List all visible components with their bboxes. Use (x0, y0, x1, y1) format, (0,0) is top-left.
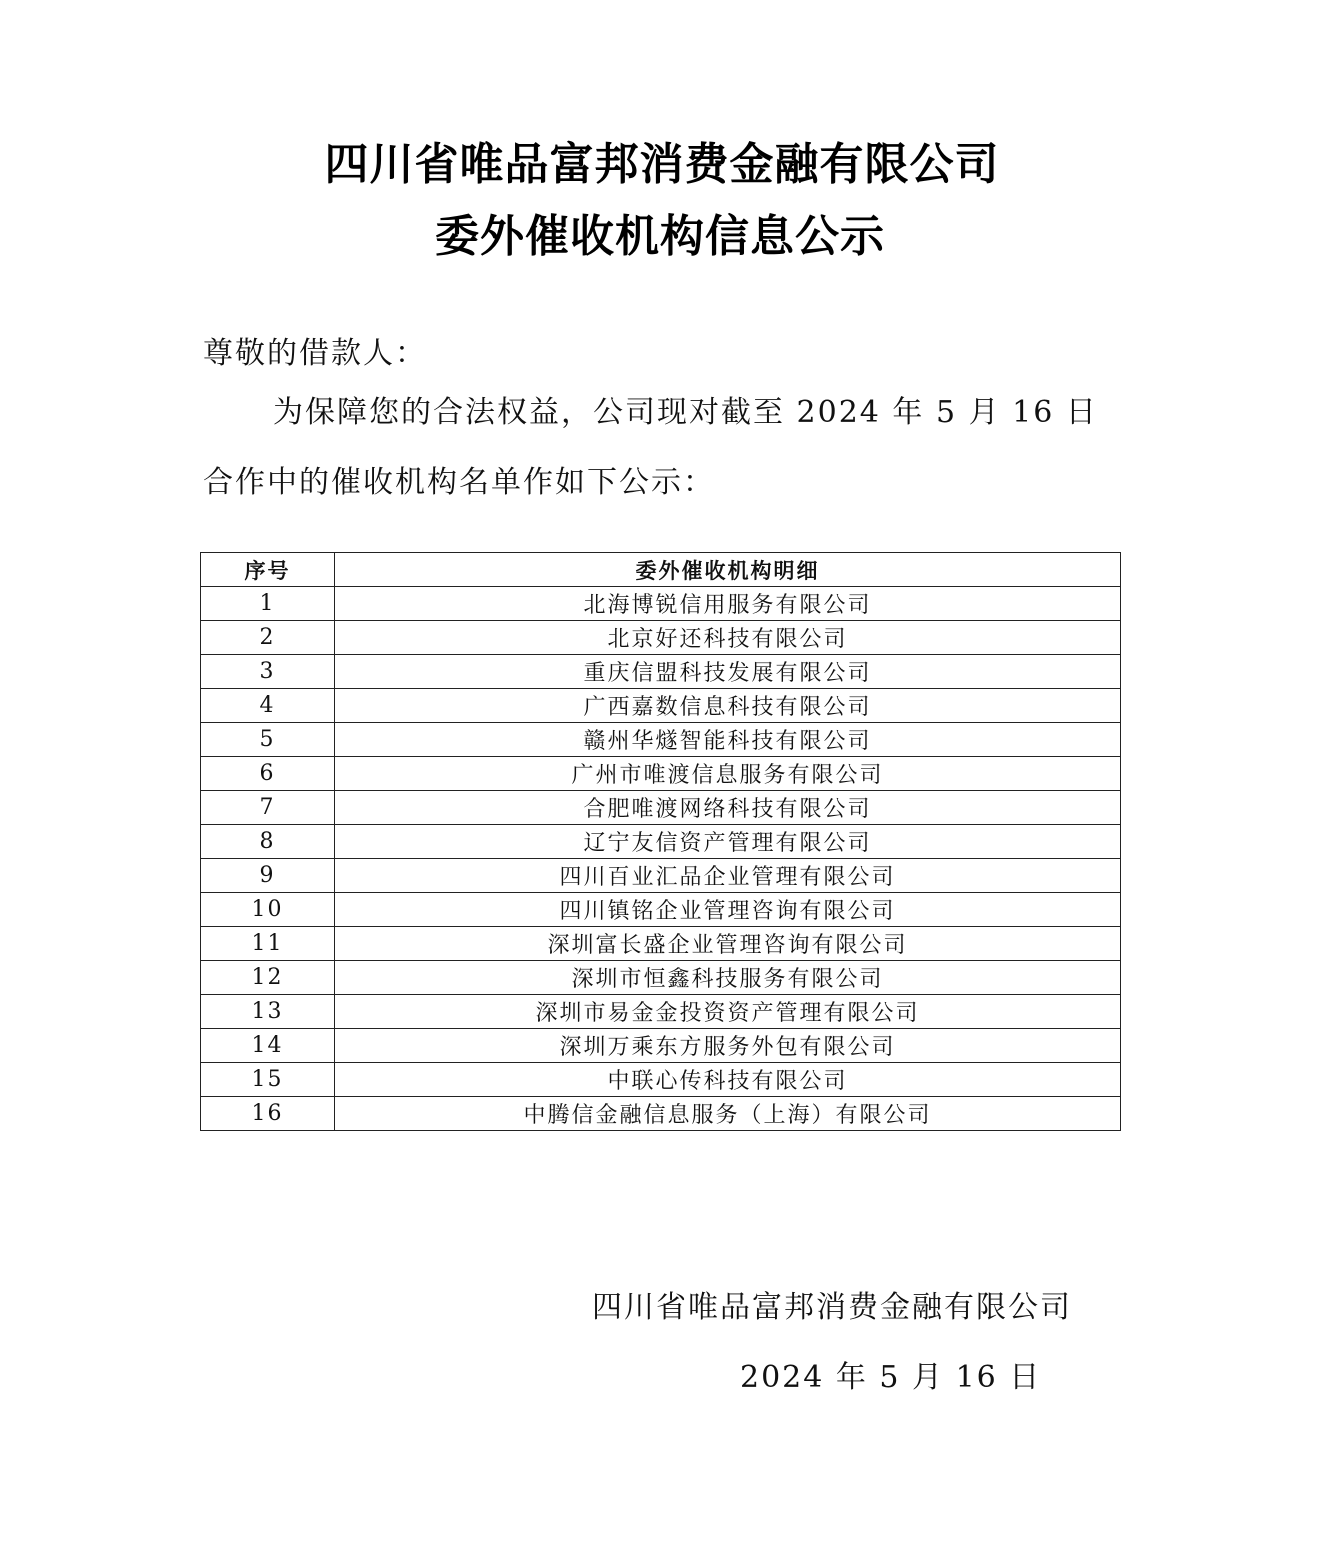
agency-name: 深圳万乘东方服务外包有限公司 (335, 1029, 1121, 1063)
agency-name: 深圳市恒鑫科技服务有限公司 (335, 961, 1121, 995)
table-row (201, 961, 1121, 995)
row-number: 7 (201, 791, 335, 825)
table-row (201, 1063, 1121, 1097)
document-title-line-1: 四川省唯品富邦消费金融有限公司 (324, 139, 1000, 190)
agency-name: 深圳市易金金投资资产管理有限公司 (335, 995, 1121, 1029)
row-number: 16 (201, 1097, 335, 1131)
table-row (201, 723, 1121, 757)
table-row (201, 859, 1121, 893)
signature-organization: 四川省唯品富邦消费金融有限公司 (592, 1290, 1072, 1325)
row-number: 1 (201, 587, 335, 621)
row-number: 6 (201, 757, 335, 791)
agency-name: 广州市唯渡信息服务有限公司 (335, 757, 1121, 791)
agency-name: 四川镇铭企业管理咨询有限公司 (335, 893, 1121, 927)
agency-name: 中联心传科技有限公司 (335, 1063, 1121, 1097)
agency-name: 合肥唯渡网络科技有限公司 (335, 791, 1121, 825)
row-number: 15 (201, 1063, 335, 1097)
agency-name: 中腾信金融信息服务（上海）有限公司 (335, 1097, 1121, 1131)
row-number: 9 (201, 859, 335, 893)
table-row (201, 1029, 1121, 1063)
table-row (201, 1097, 1121, 1131)
table-row (201, 587, 1121, 621)
body-paragraph-line-2: 合作中的催收机构名单作如下公示： (203, 465, 715, 500)
table-row (201, 757, 1121, 791)
agency-name: 赣州华燧智能科技有限公司 (335, 723, 1121, 757)
document-title-line-2: 委外催收机构信息公示 (435, 211, 885, 262)
table-row (201, 927, 1121, 961)
header-agency-details: 委外催收机构明细 (335, 553, 1121, 587)
row-number: 5 (201, 723, 335, 757)
agency-name: 重庆信盟科技发展有限公司 (335, 655, 1121, 689)
row-number: 10 (201, 893, 335, 927)
table-row (201, 893, 1121, 927)
table-row (201, 621, 1121, 655)
agency-name: 北京好还科技有限公司 (335, 621, 1121, 655)
agency-name: 北海博锐信用服务有限公司 (335, 587, 1121, 621)
agency-table (200, 552, 1121, 1131)
body-paragraph-line-1: 为保障您的合法权益，公司现对截至 2024 年 5 月 16 日 (273, 395, 1098, 430)
table-row (201, 995, 1121, 1029)
signature-date: 2024 年 5 月 16 日 (740, 1360, 1042, 1395)
row-number: 8 (201, 825, 335, 859)
agency-name: 广西嘉数信息科技有限公司 (335, 689, 1121, 723)
header-serial-number: 序号 (201, 553, 335, 587)
row-number: 14 (201, 1029, 335, 1063)
table-row (201, 655, 1121, 689)
row-number: 11 (201, 927, 335, 961)
table-row (201, 825, 1121, 859)
table-row (201, 791, 1121, 825)
row-number: 2 (201, 621, 335, 655)
row-number: 12 (201, 961, 335, 995)
agency-name: 辽宁友信资产管理有限公司 (335, 825, 1121, 859)
row-number: 3 (201, 655, 335, 689)
table-header-row (201, 553, 1121, 587)
agency-name: 四川百业汇品企业管理有限公司 (335, 859, 1121, 893)
salutation: 尊敬的借款人： (203, 336, 427, 371)
table-row (201, 689, 1121, 723)
row-number: 13 (201, 995, 335, 1029)
agency-name: 深圳富长盛企业管理咨询有限公司 (335, 927, 1121, 961)
row-number: 4 (201, 689, 335, 723)
